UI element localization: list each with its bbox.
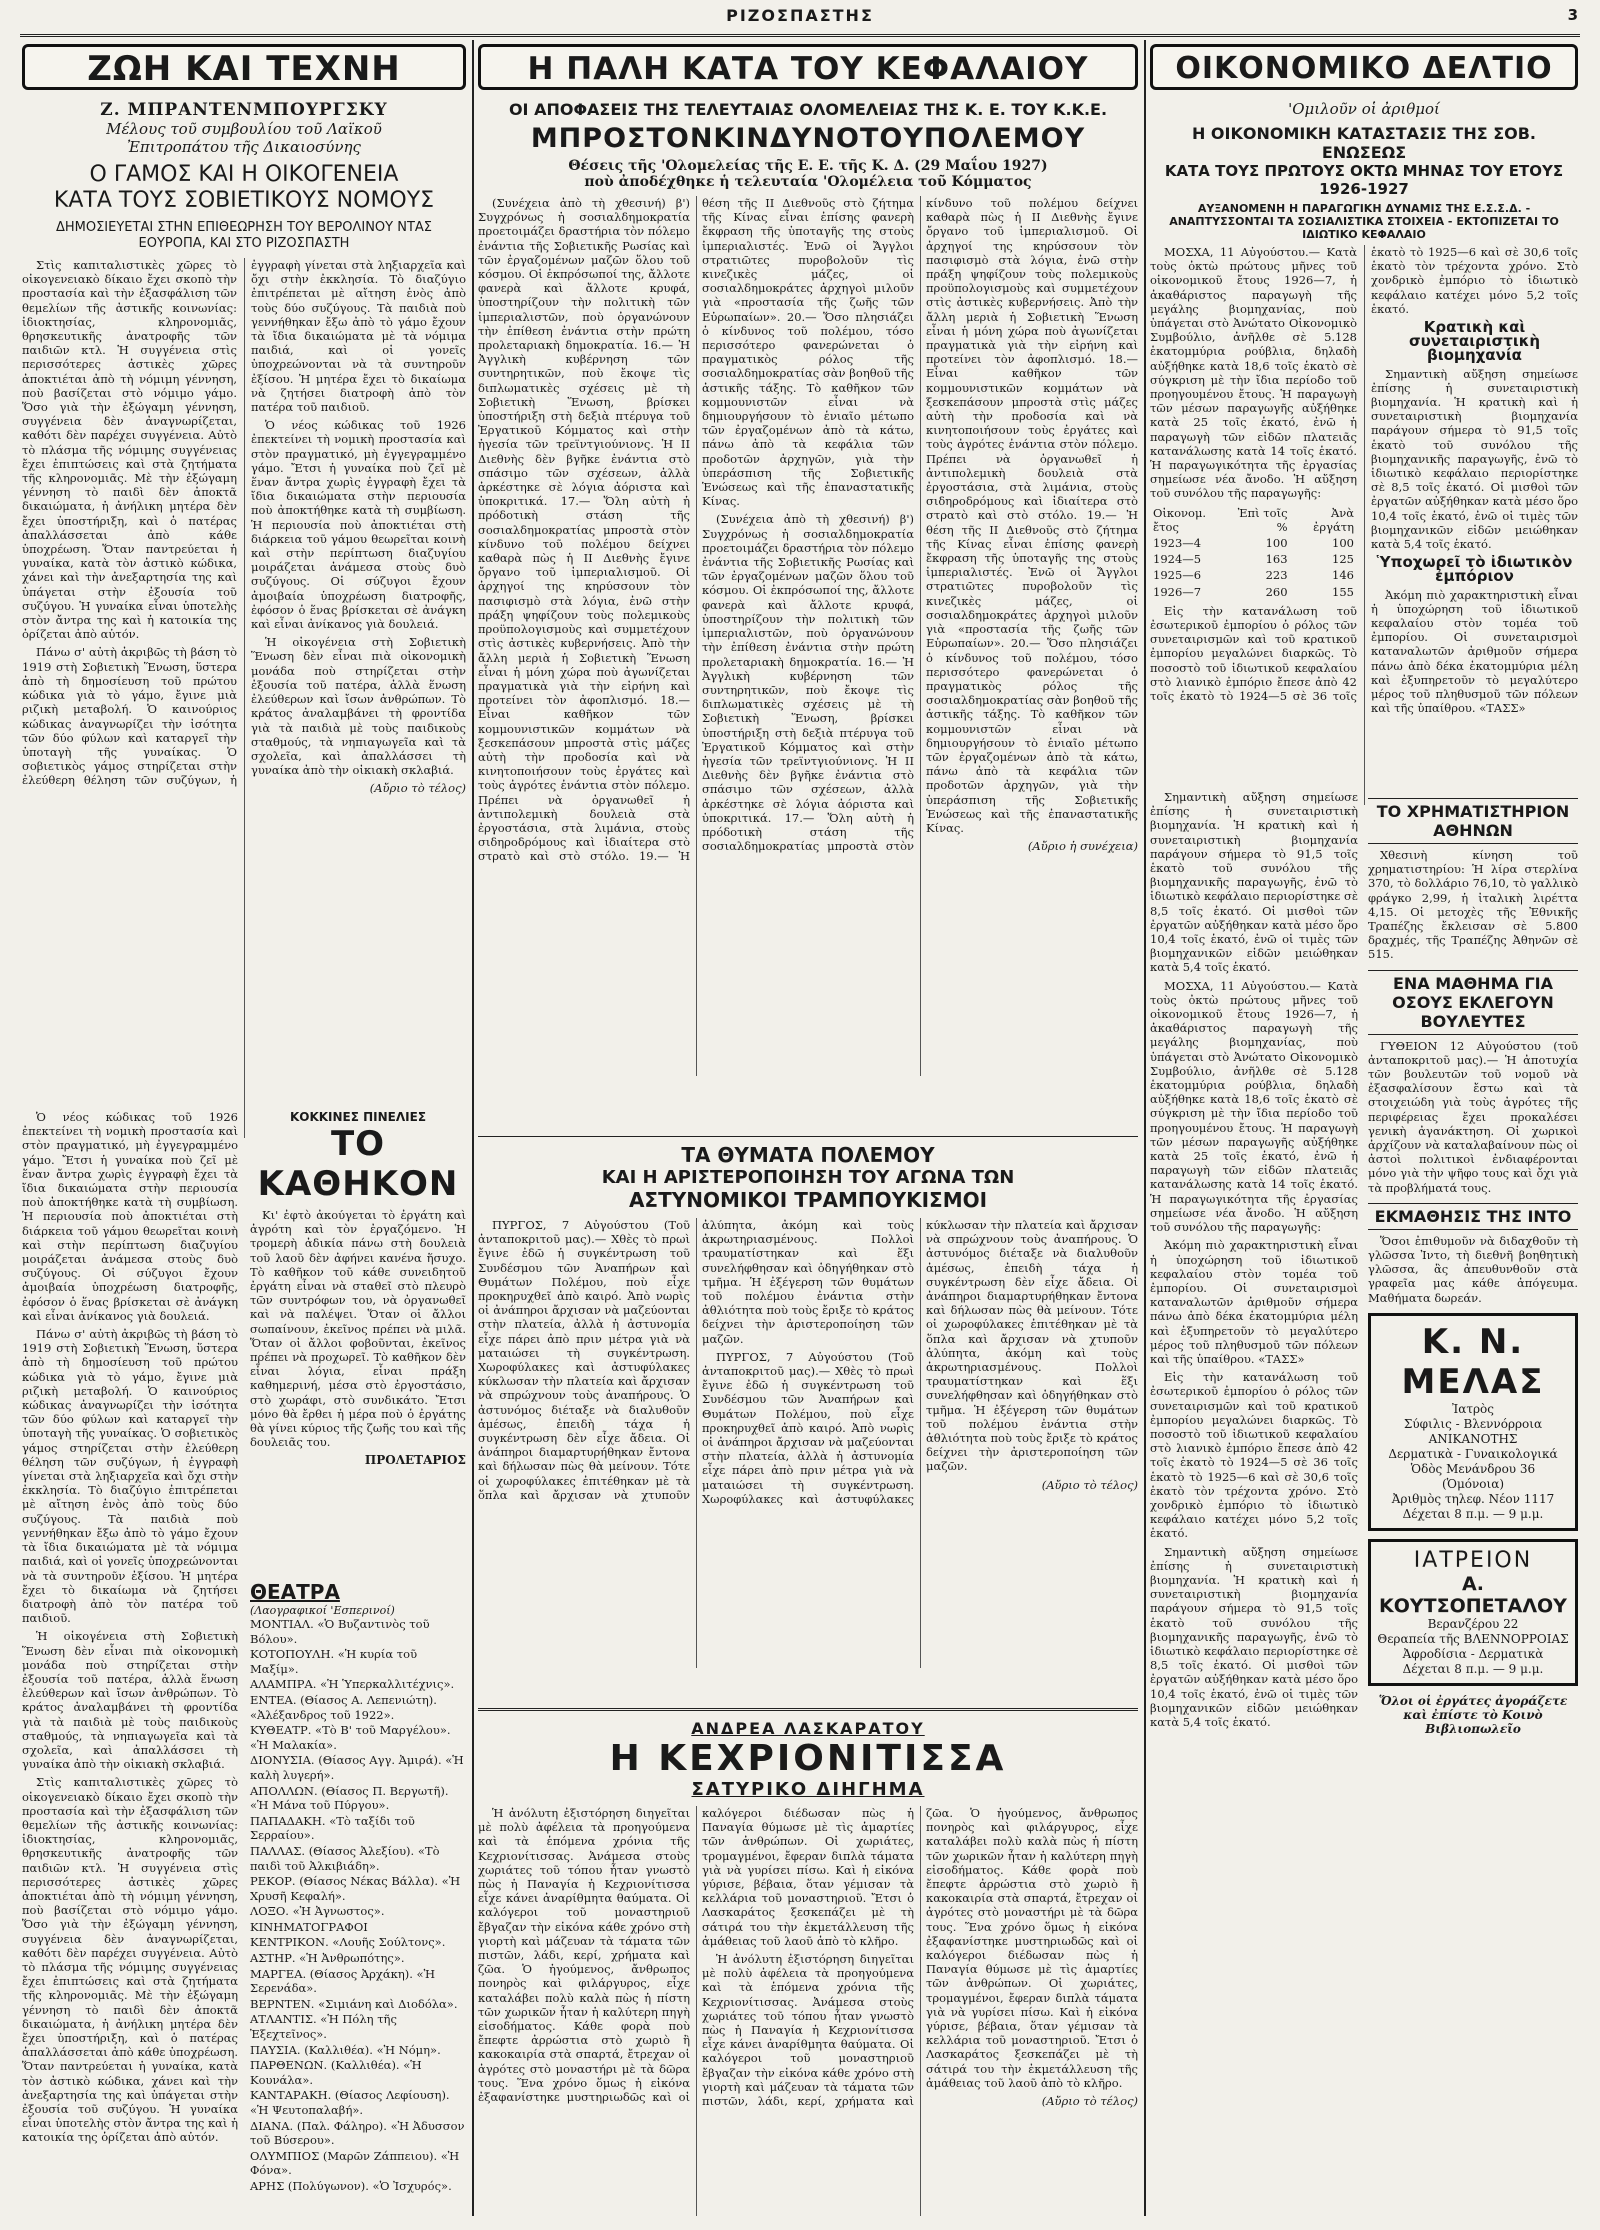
ad-line: Δέχεται 8 π.μ. — 9 μ.μ. bbox=[1402, 1661, 1544, 1676]
clinic-advertisement bbox=[1368, 1539, 1578, 1686]
war-victims-article bbox=[478, 1130, 1138, 1668]
author-title-line: Ἐπιτροπάτου τῆς Δικαιοσύνης bbox=[127, 138, 361, 156]
paragraph: Σημαντικὴ αὔξηση σημείωσε ἐπίσης ἡ συνεταιριστικὴ βιομηχανία. Ἡ κρατικὴ καὶ ἡ συνεταιριστικὴ βιομηχανία παράγουν σήμερα τὸ 91,5 τοῖς ἑκατὸ τοῦ συνόλου τῆς βιομηχανικῆς παραγωγῆς, ἐνῶ τὸ ἰδιωτικὸ κεφάλαιο περιορίστηκε σὲ 8,5 τοῖς ἑκατό. Οἱ μισθοὶ τῶν ἐργατῶν αὐξήθηκαν κατὰ μέσο ὅρο 10,4 τοῖς ἑκατό, ἐνῶ οἱ τιμὲς τῶν βιομηχανικῶν εἰδῶν μειώθηκαν κατὰ 5,4 τοῖς ἑκατό. bbox=[1150, 790, 1358, 975]
table-cell: 155 bbox=[1332, 584, 1354, 599]
article-body bbox=[478, 196, 1138, 1076]
table-cell: 100 bbox=[1332, 536, 1354, 551]
article-headline: ΤΑ ΘΥΜΑΤΑ ΠΟΛΕΜΟΥ bbox=[681, 1143, 935, 1167]
continued-note: (Αὔριο τὸ τέλος) bbox=[369, 781, 466, 796]
theatre-listing-item: ΟΛΥΜΠΙΟΣ (Μαρῶν Ζάππειου). «Ἡ Φόνα». bbox=[250, 2148, 460, 2178]
ad-title: Κ. Ν. ΜΕΛΑΣ bbox=[1401, 1321, 1545, 1402]
table-header-cell: Ἀνὰ ἐργάτη bbox=[1313, 505, 1354, 534]
theatre-listing-item: ΚΙΝΗΜΑΤΟΓΡΑΦΟΙ bbox=[250, 1919, 368, 1934]
feature-title: ΤΟ ΚΑΘΗΚΟΝ bbox=[257, 1124, 459, 1204]
theatre-listings bbox=[250, 1580, 466, 2195]
column-struggle bbox=[478, 100, 1138, 2216]
paragraph: ΜΟΣΧΑ, 11 Αὐγούστου.— Κατὰ τοὺς ὀκτὼ πρώτους μῆνες τοῦ οἰκονομικοῦ ἔτους 1926—7, ἡ ἀκαθάριστος παραγωγὴ τῆς μεγάλης βιομηχανίας, ποὺ ὑπάγεται στὸ Ἀνώτατο Οἰκονομικὸ Συμβούλιο, ἀνῆλθε σὲ 5.128 ἑκατομμύρια ρούβλια, δηλαδὴ αὐξήθηκε κατὰ 18,6 τοῖς ἑκατὸ σὲ σύγκριση μὲ τὴν ἴδια περίοδο τοῦ προηγουμένου ἔτους. Ἡ παραγωγὴ τῶν μέσων παραγωγῆς αὐξήθηκε κατὰ 25 τοῖς ἑκατό, ἐνῶ ἡ παραγωγὴ τῶν εἰδῶν πλατειᾶς κατανάλωσης κατὰ 14 τοῖς ἑκατό. Ἡ παραγωγικότητα τῆς ἐργασίας σημείωσε νέα ἄνοδο. Ἡ αὔξηση τοῦ συνόλου τῆς παραγωγῆς: bbox=[1150, 245, 1357, 501]
paragraph: Στὶς καπιταλιστικὲς χῶρες τὸ οἰκογενειακὸ δίκαιο ἔχει σκοπὸ τὴν προστασία καὶ τὴν ἐξασφάλιση τῶν θεμελίων τῆς ἀστικῆς κοινωνίας: ἰδιοκτησίας, κληρονομιᾶς, θρησκευτικῆς ἀνατροφῆς τῶν παιδιῶν κτλ. Ἡ συγγένεια στὶς περισσότερες ἀστικὲς χῶρες ἀποκτιέται ἀπὸ τὴ νόμιμη γέννηση, ποὺ βασίζεται στὸ νόμιμο γάμο. Ὅσο γιὰ τὴν ἐξώγαμη γέννηση, συγγένεια δὲν ἀναγνωρίζεται, καθότι δὲν παρέχει συγγένεια. Αὐτὸ τὸ πλάσμα τῆς νόμιμης συγγένειας ἔχει ἐπιπτώσεις καὶ στὰ ζητήματα τῆς κληρονομιᾶς. Μὲ τὴν ἐξώγαμη γέννηση τὸ παιδὶ δὲν ἀποκτᾶ δικαιώματα, ἡ ἀνήλικη μητέρα δὲν ἔχει ὑποστήριξη, καὶ ὁ πατέρας ἀπαλλάσσεται ἀπὸ κάθε ὑποχρέωση. Ὅταν παντρεύεται ἡ γυναίκα, κατὰ τὸν ἀστικὸ κώδικα, χάνει καὶ τὴν ἀνεξαρτησία της καὶ ὑπάγεται στὴν ἐξουσία τοῦ συζύγου. Ἡ γυναίκα εἶναι ὑποτελὴς στὸν ἄντρα της καὶ ἡ κατοικία της ὁρίζεται ἀπὸ αὐτόν. bbox=[22, 1775, 238, 2145]
feature-duty bbox=[250, 1110, 466, 1467]
subsection-title: Ὑποχωρεῖ τὸ ἰδιωτικὸν ἐμπόριον bbox=[1376, 553, 1573, 586]
theatre-listing-item: ΑΡΗΣ (Πολύγωνον). «Ὁ Ἰσχυρός». bbox=[250, 2178, 452, 2193]
article-body-continued bbox=[1150, 790, 1358, 2210]
article-kicker: ΟΙ ΑΠΟΦΑΣΕΙΣ ΤΗΣ ΤΕΛΕΥΤΑΙΑΣ ΟΛΟΜΕΛΕΙΑΣ ΤΗΣ Κ. Ε. ΤΟΥ Κ.Κ.Ε. bbox=[508, 100, 1108, 119]
ad-line: Ἀριθμὸς τηλεφ. Νέον 1117 bbox=[1391, 1491, 1555, 1506]
ad-lines bbox=[1377, 1617, 1569, 1677]
ad-line: Δερματικὰ - Γυναικολογικά bbox=[1388, 1446, 1558, 1461]
publication-note: ΔΗΜΟΣΙΕΥΕΤΑΙ ΣΤΗΝ ΕΠΙΘΕΩΡΗΣΗ ΤΟΥ ΒΕΡΟΛΙΝΟΥ ΝΤΑΣ ΕΟΥΡΟΠΑ, ΚΑΙ ΣΤΟ ΡΙΖΟΣΠΑΣΤΗ bbox=[55, 220, 433, 251]
page-number: 3 bbox=[1567, 6, 1578, 24]
ad-line: Θεραπεία τῆς ΒΛΕΝΝΟΡΡΟΙΑΣ bbox=[1377, 1631, 1569, 1646]
table-cell: 1924—5 bbox=[1153, 552, 1202, 567]
column-economic bbox=[1150, 100, 1578, 2216]
production-table bbox=[1150, 505, 1357, 600]
continued-note: (Αὔριο τὸ τέλος) bbox=[1041, 2094, 1138, 2109]
article-subheadline: ΣΑΤΥΡΙΚΟ ΔΙΗΓΗΜΑ bbox=[691, 1779, 925, 1800]
ad-line: Ἀφροδίσια - Δερματικὰ bbox=[1402, 1646, 1544, 1661]
section-banner-life-and-art: ΖΩΗ ΚΑΙ ΤΕΧΝΗ bbox=[22, 44, 466, 90]
paragraph: Ὁ νέος κώδικας τοῦ 1926 ἐπεκτείνει τὴ νομικὴ προστασία καὶ στὸν πραγματικό, μὴ ἐγγεγραμμένο γάμο. Ἔτσι ἡ γυναίκα ποὺ ζεῖ μὲ ἕναν ἄντρα χωρὶς ἐγγραφὴ ἔχει τὰ ἴδια δικαιώματα στὴν περιουσία ποὺ ἀποκτήθηκε κατὰ τὴ συμβίωση. Ἡ περιουσία ποὺ ἀποκτιέται στὴ διάρκεια τοῦ γάμου θεωρεῖται κοινὴ καὶ στὴν περίπτωση διαζυγίου μοιράζεται ἀνάμεσα στοὺς δυὸ συζύγους. Οἱ σύζυγοι ἔχουν ἀμοιβαία ὑποχρέωση διατροφῆς, ἐφόσον ὁ ἕνας βρίσκεται σὲ ἀνάγκη καὶ εἶναι ἀνίκανος γιὰ δουλειά. bbox=[251, 418, 466, 632]
table-row bbox=[1150, 551, 1357, 567]
article-subheadline: ΑΥΞΑΝΟΜΕΝΗ Η ΠΑΡΑΓΩΓΙΚΗ ΔΥΝΑΜΙΣ ΤΗΣ Ε.Σ.Σ.Δ. - ΑΝΑΠΤΥΣΣΟΝΤΑΙ ΤΑ ΣΟΣΙΑΛΙΣΤΙΚΑ ΣΤΟΙΧΕΙΑ - ΕΚΤΟΠΙΖΕΤΑΙ ΤΟ ΙΔΙΩΤΙΚΟ ΚΕΦΑΛΑΙΟ bbox=[1169, 202, 1559, 241]
ad-line: Δέχεται 8 π.μ. — 9 μ.μ. bbox=[1402, 1506, 1544, 1521]
table-cell: 1925—6 bbox=[1153, 568, 1202, 583]
subsection-title: Κρατικὴ καὶ συνεταιριστικὴ βιομηχανία bbox=[1408, 318, 1541, 365]
column-life-and-art bbox=[22, 100, 466, 2216]
theatre-listing-item: ΡΕΚΟΡ. (Θίασος Νέκας Βάλλα). «Ἡ Χρυσῆ Κεφαλή». bbox=[250, 1874, 461, 1903]
theatre-list bbox=[250, 1617, 466, 2194]
footer-note: Ὅλοι οἱ ἐργάτες ἀγοράζετε καὶ ἐπίστε τὸ Κοινὸ Βιβλιοπωλεῖο bbox=[1378, 1693, 1568, 1736]
paragraph: Στὶς καπιταλιστικὲς χῶρες τὸ οἰκογενειακὸ δίκαιο ἔχει σκοπὸ τὴν προστασία καὶ τὴν ἐξασφάλιση τῶν θεμελίων τῆς ἀστικῆς κοινωνίας: ἰδιοκτησίας, κληρονομιᾶς, θρησκευτικῆς ἀνατροφῆς τῶν παιδιῶν κτλ. Ἡ συγγένεια στὶς περισσότερες ἀστικὲς χῶρες ἀποκτιέται ἀπὸ τὴ νόμιμη γέννηση, ποὺ βασίζεται στὸ νόμιμο γάμο. Ὅσο γιὰ τὴν ἐξώγαμη γέννηση, συγγένεια δὲν ἀναγνωρίζεται, καθότι δὲν παρέχει συγγένεια. Αὐτὸ τὸ πλάσμα τῆς νόμιμης συγγένειας ἔχει ἐπιπτώσεις καὶ στὰ ζητήματα τῆς κληρονομιᾶς. Μὲ τὴν ἐξώγαμη γέννηση τὸ παιδὶ δὲν ἀποκτᾶ δικαιώματα, ἡ ἀνήλικη μητέρα δὲν ἔχει ὑποστήριξη, καὶ ὁ πατέρας ἀπαλλάσσεται ἀπὸ κάθε ὑποχρέωση. Ὅταν παντρεύεται ἡ γυναίκα, κατὰ τὸν ἀστικὸ κώδικα, χάνει καὶ τὴν ἀνεξαρτησία της καὶ ὑπάγεται στὴν ἐξουσία τοῦ συζύγου. Ἡ γυναίκα εἶναι ὑποτελὴς στὸν ἄντρα της καὶ ἡ κατοικία της ὁρίζεται ἀπὸ αὐτόν. bbox=[22, 258, 237, 642]
article-headline: Ο ΓΑΜΟΣ ΚΑΙ Η ΟΙΚΟΓΕΝΕΙΑ bbox=[89, 162, 399, 187]
continued-note: (Αὔριο τὸ τέλος) bbox=[1041, 1477, 1138, 1492]
theatre-listing-item: ΔΙΟΝΥΣΙΑ. (Θίασος Αγγ. Ἀμιρά). «Ἡ καλὴ λυγερή». bbox=[250, 1753, 464, 1782]
ad-title: ΙΑΤΡΕΙΟΝ bbox=[1413, 1547, 1533, 1573]
theatre-listing-item: ΒΕΡΝΤΕΝ. «Σιμιάνη καὶ Διοδόλα». bbox=[250, 1996, 458, 2011]
box-title: ΕΝΑ ΜΑΘΗΜΑ ΓΙΑ ΟΣΟΥΣ ΕΚΛΕΓΟΥΝ ΒΟΥΛΕΥΤΕΣ bbox=[1368, 970, 1578, 1035]
paragraph: Ἡ οἰκογένεια στὴ Σοβιετικὴ Ἕνωση δὲν εἶναι πιὰ οἰκονομικὴ μονάδα ποὺ στηρίζεται στὴν ἐξουσία τοῦ πατέρα, ἀλλὰ ἕνωση ἐλεύθερων καὶ ἴσων ἀνθρώπων. Τὸ κράτος ἀναλαμβάνει τὴ φροντίδα γιὰ τὰ παιδιὰ μὲ τοὺς παιδικοὺς σταθμούς, τὰ νηπιαγωγεῖα καὶ τὰ σχολεῖα, καὶ ἀπαλλάσσει τὴ γυναίκα ἀπὸ τὴν οἰκιακὴ σκλαβιά. bbox=[22, 1629, 238, 1772]
theatre-listing-item: ΚΟΤΟΠΟΥΛΗ. «Ἡ κυρία τοῦ Μαξίμ». bbox=[250, 1647, 418, 1676]
column-rule bbox=[1144, 40, 1146, 2216]
ad-name: Α. ΚΟΥΤΣΟΠΕΤΑΛΟΥ bbox=[1379, 1572, 1567, 1617]
article-body bbox=[22, 258, 466, 1138]
theatre-listing-item: ΑΛΑΜΠΡΑ. «Ἡ Ὑπερκαλλιτέχνις». bbox=[250, 1677, 455, 1692]
paragraph: Σημαντικὴ αὔξηση σημείωσε ἐπίσης ἡ συνεταιριστικὴ βιομηχανία. Ἡ κρατικὴ καὶ ἡ συνεταιριστικὴ βιομηχανία παράγουν σήμερα τὸ 91,5 τοῖς ἑκατὸ τοῦ συνόλου τῆς βιομηχανικῆς παραγωγῆς, ἐνῶ τὸ ἰδιωτικὸ κεφάλαιο περιορίστηκε σὲ 8,5 τοῖς ἑκατό. Οἱ μισθοὶ τῶν ἐργατῶν αὐξήθηκαν κατὰ μέσο ὅρο 10,4 τοῖς ἑκατό, ἐνῶ οἱ τιμὲς τῶν βιομηχανικῶν εἰδῶν μειώθηκαν κατὰ 5,4 τοῖς ἑκατό. bbox=[1371, 366, 1578, 552]
side-boxes bbox=[1368, 790, 1578, 1736]
box-title: ΕΚΜΑΘΗΣΙΣ ΤΗΣ ΙΝΤΟ bbox=[1368, 1203, 1578, 1230]
paragraph: Εἰς τὴν κατανάλωση τοῦ ἐσωτερικοῦ ἐμπορίου ὁ ρόλος τῶν συνεταιρισμῶν καὶ τοῦ κρατικοῦ ἐμπορίου μεγαλώνει διαρκῶς. Τὸ ποσοστὸ τοῦ ἰδιωτικοῦ κεφαλαίου στὸ λιανικὸ ἐμπόριο ἔπεσε ἀπὸ 42 τοῖς ἑκατὸ τὸ 1924—5 σὲ 36 τοῖς ἑκατὸ τὸ 1925—6 καὶ σὲ 30,6 τοῖς ἑκατὸ τὸν τρέχοντα χρόνο. Στὸ χονδρικὸ ἐμπόριο τὸ ἰδιωτικὸ κεφάλαιο κατέχει μόνο 5,2 τοῖς ἑκατό. bbox=[1150, 1370, 1358, 1541]
article-body bbox=[478, 1218, 1138, 1668]
theatre-listing-item: ΕΝΤΕΑ. (Θίασος Α. Λεπενιώτη). «Ἀλέξανδρος τοῦ 1922». bbox=[250, 1692, 437, 1722]
table-row bbox=[1150, 567, 1357, 583]
section-intro: 'Ομιλοῦν οἱ ἀριθμοί bbox=[1288, 100, 1440, 118]
article-headline: ΜΠΡΟΣΤΟΝΚΙΝΔΥΝΟΤΟΥΠΟΛΕΜΟΥ bbox=[530, 123, 1086, 154]
theatre-listing-item: ΜΑΡΓΕΑ. (Θίασος Ἀρχάκη). «Ἡ Σερενάδα». bbox=[250, 1966, 435, 1996]
paragraph: Εἰς τὴν κατανάλωση τοῦ ἐσωτερικοῦ ἐμπορίου ὁ ρόλος τῶν συνεταιρισμῶν καὶ τοῦ κρατικοῦ ἐμπορίου μεγαλώνει διαρκῶς. Τὸ ποσοστὸ τοῦ ἰδιωτικοῦ κεφαλαίου στὸ λιανικὸ ἐμπόριο ἔπεσε ἀπὸ 42 τοῖς ἑκατὸ τὸ 1924—5 σὲ 36 τοῖς ἑκατὸ τὸ 1925—6 καὶ σὲ 30,6 τοῖς ἑκατὸ τὸν τρέχοντα χρόνο. Στὸ χονδρικὸ ἐμπόριο τὸ ἰδιωτικὸ κεφάλαιο κατέχει μόνο 5,2 τοῖς ἑκατό. bbox=[1150, 245, 1578, 704]
article-body-continued bbox=[22, 1110, 238, 2216]
ad-line: ΑΝΙΚΑΝΟΤΗΣ bbox=[1428, 1431, 1518, 1446]
theatre-listing-item: ΔΙΑΝΑ. (Παλ. Φάληρο). «Ἡ Ἀδυσσον τοῦ Βύσερου». bbox=[250, 2118, 465, 2148]
paragraph: Πάνω σ' αὐτὴ ἀκριβῶς τὴ βάση τὸ 1919 στὴ Σοβιετικὴ Ἕνωση, ὕστερα ἀπὸ τὴ δημοσίευση τοῦ πρώτου κώδικα γιὰ τὸ γάμο, ἔγινε μιὰ ριζικὴ μεταβολή. Ὁ καινούριος κώδικας ἀναγνωρίζει τὴν ἰσότητα τῶν δύο φύλων καὶ καταργεῖ τὴν ὑποταγὴ τῆς γυναίκας. Ὁ σοβιετικὸς γάμος στηρίζεται στὴν ἐλεύθερη θέληση τῶν συζύγων, ἡ ἐγγραφὴ γίνεται στὰ ληξιαρχεῖα καὶ ὄχι στὴν ἐκκλησία. Τὸ διαζύγιο ἐπιτρέπεται μὲ αἴτηση ἑνὸς ἀπὸ τοὺς δύο συζύγους. Τὰ παιδιὰ ποὺ γεννήθηκαν ἔξω ἀπὸ τὸ γάμο ἔχουν τὰ ἴδια δικαιώματα μὲ τὰ νόμιμα παιδιά, καὶ οἱ γονεῖς ὑποχρεώνονται νὰ τὰ συντηροῦν ἐξίσου. Ἡ μητέρα ἔχει τὸ δικαίωμα νὰ ζητήσει διατροφὴ ἀπὸ τὸν πατέρα τοῦ παιδιοῦ. bbox=[22, 258, 466, 788]
continued-note: (Αὔριο ἡ συνέχεια) bbox=[1027, 839, 1138, 854]
table-cell: 1926—7 bbox=[1153, 584, 1202, 599]
article-body bbox=[1150, 245, 1578, 805]
masthead bbox=[20, 6, 1580, 37]
satire-article bbox=[478, 1700, 1138, 2216]
feature-body: Κι' ἐφτὸ ἀκούγεται τὸ ἐργάτη καὶ ἀγρότη καὶ τὸν ἐργαζόμενο. Ἡ τρομερὴ ἀδικία πάνω στὴ δουλειὰ τοῦ λαοῦ δὲν ἀφήνει κανένα ἥσυχο. Τὸ καθῆκον τοῦ κάθε συνειδητοῦ ἐργάτη εἶναι νὰ σταθεῖ στὸ πλευρὸ τῶν συντρόφων του, νὰ ὀργανωθεῖ καὶ νὰ παλέψει. Ὅταν οἱ ἄλλοι σωπαίνουν, ἐκεῖνος πρέπει νὰ μιλᾶ. Ὅταν οἱ ἄλλοι φοβοῦνται, ἐκεῖνος πρέπει νὰ προχωρεῖ. Τὸ καθῆκον δὲν εἶναι λόγια, εἶναι πράξη καθημερινή, μέσα στὸ ἐργοστάσιο, στὸ χωράφι, στὸ συνδικάτο. Ἔτσι μόνο θὰ ἔρθει ἡ μέρα ποὺ ὁ ἐργάτης θὰ γίνει κύριος τῆς ζωῆς του καὶ τῆς δουλειᾶς του. bbox=[250, 1208, 466, 1450]
table-row bbox=[1150, 584, 1357, 600]
table-header-cell: Οἰκονομ. ἔτος bbox=[1153, 505, 1207, 534]
paragraph: Ἀκόμη πιὸ χαρακτηριστικὴ εἶναι ἡ ὑποχώρηση τοῦ ἰδιωτικοῦ κεφαλαίου στὸν τομέα τοῦ ἐμπορίου. Οἱ συνεταιρισμοὶ καταναλωτῶν ἀριθμοῦν σήμερα πάνω ἀπὸ δέκα ἑκατομμύρια μέλη καὶ ἐξυπηρετοῦν τὸ μεγαλύτερο μέρος τοῦ πληθυσμοῦ τῶν πόλεων καὶ τῆς ὑπαίθρου. «ΤΑΣΣ» bbox=[1150, 1238, 1358, 1366]
feature-kicker: ΚΟΚΚΙΝΕΣ ΠΙΝΕΛΙΕΣ bbox=[289, 1110, 427, 1124]
table-cell: 223 bbox=[1265, 568, 1288, 583]
theatre-listing-item: ΑΤΛΑΝΤΙΣ. «Ἡ Πόλη τῆς Ἐξεχτεῖνος». bbox=[250, 2012, 397, 2042]
table-cell: 1923—4 bbox=[1153, 536, 1202, 551]
article-subheadline: ποὺ ἀποδέχθηκε ἡ τελευταία 'Ολομέλεια τοῦ Κόμματος bbox=[584, 174, 1032, 190]
paragraph: Πάνω σ' αὐτὴ ἀκριβῶς τὴ βάση τὸ 1919 στὴ Σοβιετικὴ Ἕνωση, ὕστερα ἀπὸ τὴ δημοσίευση τοῦ πρώτου κώδικα γιὰ τὸ γάμο, ἔγινε μιὰ ριζικὴ μεταβολή. Ὁ καινούριος κώδικας ἀναγνωρίζει τὴν ἰσότητα τῶν δύο φύλων καὶ καταργεῖ τὴν ὑποταγὴ τῆς γυναίκας. Ὁ σοβιετικὸς γάμος στηρίζεται στὴν ἐλεύθερη θέληση τῶν συζύγων, ἡ ἐγγραφὴ γίνεται στὰ ληξιαρχεῖα καὶ ὄχι στὴν ἐκκλησία. Τὸ διαζύγιο ἐπιτρέπεται μὲ αἴτηση ἑνὸς ἀπὸ τοὺς δύο συζύγους. Τὰ παιδιὰ ποὺ γεννήθηκαν ἔξω ἀπὸ τὸ γάμο ἔχουν τὰ ἴδια δικαιώματα μὲ τὰ νόμιμα παιδιά, καὶ οἱ γονεῖς ὑποχρεώνονται νὰ τὰ συντηροῦν ἐξίσου. Ἡ μητέρα ἔχει τὸ δικαίωμα νὰ ζητήσει διατροφὴ ἀπὸ τὸν πατέρα τοῦ παιδιοῦ. bbox=[22, 1327, 238, 1626]
paragraph: Ἀκόμη πιὸ χαρακτηριστικὴ εἶναι ἡ ὑποχώρηση τοῦ ἰδιωτικοῦ κεφαλαίου στὸν τομέα τοῦ ἐμπορίου. Οἱ συνεταιρισμοὶ καταναλωτῶν ἀριθμοῦν σήμερα πάνω ἀπὸ δέκα ἑκατομμύρια μέλη καὶ ἐξυπηρετοῦν τὸ μεγαλύτερο μέρος τοῦ πληθυσμοῦ τῶν πόλεων καὶ τῆς ὑπαίθρου. «ΤΑΣΣ» bbox=[1371, 587, 1578, 716]
article-headline: ΑΣΤΥΝΟΜΙΚΟΙ ΤΡΑΜΠΟΥΚΙΣΜΟΙ bbox=[628, 1188, 988, 1212]
article-subheadline: Θέσεις τῆς 'Ολομελείας τῆς Ε. Ε. τῆς Κ. Δ. (29 Μαΐου 1927) bbox=[568, 158, 1048, 174]
theatre-listing-item: ΚΥΘΕΑΤΡ. «Τὸ Β' τοῦ Μαργέλου». «Ἡ Μαλακία». bbox=[250, 1723, 451, 1752]
section-banner-economic: ΟΙΚΟΝΟΜΙΚΟ ΔΕΛΤΙΟ bbox=[1150, 44, 1578, 90]
author-title-line: Μέλους τοῦ συμβουλίου τοῦ Λαϊκοῦ bbox=[106, 120, 382, 138]
theatres-title: ΘΕΑΤΡΑ bbox=[250, 1580, 340, 1604]
paragraph: Ἡ οἰκογένεια στὴ Σοβιετικὴ Ἕνωση δὲν εἶναι πιὰ οἰκονομικὴ μονάδα ποὺ στηρίζεται στὴν ἐξουσία τοῦ πατέρα, ἀλλὰ ἕνωση ἐλεύθερων καὶ ἴσων ἀνθρώπων. Τὸ κράτος ἀναλαμβάνει τὴ φροντίδα γιὰ τὰ παιδιὰ μὲ τοὺς παιδικοὺς σταθμούς, τὰ νηπιαγωγεῖα καὶ τὰ σχολεῖα, καὶ ἀπαλλάσσει τὴ γυναίκα ἀπὸ τὴν οἰκιακὴ σκλαβιά. bbox=[251, 635, 466, 778]
paragraph: ΜΟΣΧΑ, 11 Αὐγούστου.— Κατὰ τοὺς ὀκτὼ πρώτους μῆνες τοῦ οἰκονομικοῦ ἔτους 1926—7, ἡ ἀκαθάριστος παραγωγὴ τῆς μεγάλης βιομηχανίας, ποὺ ὑπάγεται στὸ Ἀνώτατο Οἰκονομικὸ Συμβούλιο, ἀνῆλθε σὲ 5.128 ἑκατομμύρια ρούβλια, δηλαδὴ αὐξήθηκε κατὰ 18,6 τοῖς ἑκατὸ σὲ σύγκριση μὲ τὴν ἴδια περίοδο τοῦ προηγουμένου ἔτους. Ἡ παραγωγὴ τῶν μέσων παραγωγῆς αὐξήθηκε κατὰ 25 τοῖς ἑκατό, ἐνῶ ἡ παραγωγὴ τῶν εἰδῶν πλατειᾶς κατανάλωσης κατὰ 14 τοῖς ἑκατό. Ἡ παραγωγικότητα τῆς ἐργασίας σημείωσε νέα ἄνοδο. Ἡ αὔξηση τοῦ συνόλου τῆς παραγωγῆς: bbox=[1150, 978, 1358, 1235]
box-body: ΓΥΘΕΙΟΝ 12 Αὐγούστου (τοῦ ἀνταποκριτοῦ μας).— Ἡ ἀποτυχία τῶν βουλευτῶν τοῦ νομοῦ νὰ ἐξασφαλίσουν ἔστω καὶ τὰ στοιχειώδη γιὰ τοὺς ἀγρότες τῆς περιφέρειας ἔχει προκαλέσει γενικὴ ἀγανάκτηση. Οἱ χωρικοὶ ἀρχίζουν νὰ καταλαβαίνουν πὼς οἱ ἀστοὶ πολιτικοὶ ἐνδιαφέρονται μόνο γιὰ τὴν ψῆφο τους καὶ ὄχι γιὰ τὰ προβλήματά τους. bbox=[1368, 1038, 1578, 1195]
theatres-subtitle: (Λαογραφικοί 'Εσπερινοί) bbox=[250, 1604, 395, 1617]
theatre-listing-item: ΚΑΝΤΑΡΑΚΗ. (Θίασος Λεφίουση). «Ἡ Ψευτοπαλαβή». bbox=[250, 2088, 450, 2117]
table-header-cell: Ἐπὶ τοῖς % bbox=[1237, 505, 1288, 534]
theatre-listing-item: ΠΑΛΛΑΣ. (Θίασος Ἀλεξίου). «Τὸ παιδὶ τοῦ Ἀλκιβιάδη». bbox=[250, 1843, 440, 1873]
table-cell: 163 bbox=[1265, 552, 1288, 567]
table-cell: 260 bbox=[1265, 584, 1288, 599]
table-row bbox=[1150, 535, 1357, 551]
theatre-listing-item: ΚΕΝΤΡΙΚΟΝ. «Λουῆς Σούλτονς». bbox=[250, 1935, 446, 1950]
feature-signature: ΠΡΟΛΕΤΑΡΙΟΣ bbox=[364, 1453, 466, 1468]
table-cell: 125 bbox=[1332, 552, 1354, 567]
paper-name: ΡΙΖΟΣΠΑΣΤΗΣ bbox=[726, 6, 874, 25]
article-author: ΑΝΔΡΕΑ ΛΑΣΚΑΡΑΤΟΥ bbox=[691, 1719, 925, 1738]
theatre-listing-item: ΠΑΠΑΔΑΚΗ. «Τὸ ταξίδι τοῦ Σερραίου». bbox=[250, 1813, 415, 1843]
box-body: Χθεσινὴ κίνηση τοῦ χρηματιστηρίου: Ἡ λίρα στερλίνα 370, τὸ δολλάριο 76,10, τὸ γαλλικὸ φράγκο 2,99, ἡ ἰταλικὴ λιρέττα 4,15. Οἱ μετοχὲς τῆς Ἐθνικῆς Τραπέζης ἔκλεισαν σὲ 5.800 δραχμές, τῆς Τραπέζης Ἀθηνῶν σὲ 515. bbox=[1368, 848, 1578, 962]
section-banner-struggle: Η ΠΑΛΗ ΚΑΤΑ ΤΟΥ ΚΕΦΑΛΑΙΟΥ bbox=[478, 44, 1138, 90]
paragraph: (Συνέχεια ἀπὸ τὴ χθεσινή) β') Συγχρόνως ἡ σοσιαλδημοκρατία προετοιμάζει δραστήρια τὸν πόλεμο ἐνάντια τῆς Σοβιετικῆς Ρωσίας καὶ τῶν ἐργαζομένων μαζῶν ὅλου τοῦ κόσμου. Οἱ ἐκπρόσωποί της, ἄλλοτε φανερὰ καὶ ἄλλοτε κρυφά, ὑποστηρίζουν τὴν πολιτικὴ τῶν ἰμπεριαλιστῶν, ποὺ ὀργανώνουν τὴν ἐπίθεση ἐνάντια στὴν πρώτη προλεταριακὴ δημοκρατία. 16.— Ἡ Ἀγγλικὴ κυβέρνηση τῶν συντηρητικῶν, ποὺ ἔκοψε τὶς διπλωματικὲς σχέσεις μὲ τὴ Σοβιετικὴ Ἕνωση, βρίσκει ὑποστήριξη στὴ δεξιὰ πτέρυγα τοῦ Ἐργατικοῦ Κόμματος καὶ στὴν ἡγεσία τῶν τρεϊντγιούνιονς. Ἡ ΙΙ Διεθνὴς δὲν βγῆκε ἐνάντια στὸ σπάσιμο τῶν σχέσεων, ἀλλὰ ἀρκέστηκε σὲ λόγια ἀόριστα καὶ ὑποκριτικά. 17.— Ὅλη αὐτὴ ἡ πρόδοτικὴ στάση τῆς σοσιαλδημοκρατίας μπροστὰ στὸν κίνδυνο τοῦ πολέμου δείχνει καθαρὰ πὼς ἡ ΙΙ Διεθνὴς ἔγινε ὄργανο τοῦ ἰμπεριαλισμοῦ. Οἱ ἀρχηγοί της κηρύσσουν τὸν πασιφισμὸ στὰ λόγια, ἐνῶ στὴν πράξη ψηφίζουν τοὺς πολεμικοὺς προϋπολογισμοὺς καὶ συμμετέχουν στὶς ἀστικὲς κυβερνήσεις. Ἀπὸ τὴν ἄλλη μεριὰ ἡ Σοβιετικὴ Ἕνωση εἶναι ἡ μόνη χώρα ποὺ ἀγωνίζεται πραγματικὰ γιὰ τὴν εἰρήνη καὶ προτείνει τὸν ἀφοπλισμό. 18.— Εἶναι καθῆκον τῶν κομμουνιστικῶν κομμάτων νὰ ξεσκεπάσουν μπροστὰ στὶς μάζες αὐτὴ τὴν προδοσία καὶ νὰ κινητοποιήσουν τοὺς ἐργάτες καὶ τοὺς ἀγρότες ἐνάντια στὸν πόλεμο. Πρέπει νὰ ὀργανωθεῖ ἡ ἀντιπολεμικὴ δουλειὰ στὰ ἐργοστάσια, στὰ λιμάνια, στοὺς σιδηροδρόμους καὶ ἰδιαίτερα στὸ στρατὸ καὶ στὸ στόλο. 19.— Ἡ θέση τῆς ΙΙ Διεθνοῦς στὸ ζήτημα τῆς Κίνας εἶναι ἐπίσης φανερὴ ἔκφραση τῆς ὑποταγῆς της στοὺς ἰμπεριαλιστές. Ἐνῶ οἱ Ἄγγλοι στρατιῶτες πυροβολοῦν τὶς κινεζικὲς μάζες, οἱ σοσιαλδημοκράτες ἀρχηγοὶ μιλοῦν γιὰ «προστασία τῆς ζωῆς τῶν Εὐρωπαίων». 20.— Ὅσο πλησιάζει ὁ κίνδυνος τοῦ πολέμου, τόσο περισσότερο φανερώνεται ὁ πραγματικὸς ρόλος τῆς σοσιαλδημοκρατίας σὰν βοηθοῦ τῆς ἀστικῆς τάξης. Τὸ καθῆκον τῶν κομμουνιστῶν εἶναι νὰ δημιουργήσουν τὸ ἑνιαῖο μέτωπο τῶν ἐργαζομένων ἀπὸ τὰ κάτω, πάνω ἀπὸ τὰ κεφάλια τῶν προδοτῶν ἀρχηγῶν, γιὰ τὴν ὑπεράσπιση τῆς Σοβιετικῆς Ἑνώσεως καὶ τῆς ἐπαναστατικῆς Κίνας. bbox=[478, 196, 914, 864]
column-rule bbox=[472, 40, 474, 2216]
paragraph: Ἡ ἀνόλυτη ἐξιστόρηση διηγεῖται μὲ πολὺ ἀφέλεια τὰ προηγούμενα καὶ τὰ ἑπόμενα χρόνια τῆς Κεχριονίτισσας. Ἀνάμεσα στοὺς χωριάτες τοῦ τόπου ἦταν γνωστὸ πὼς ἡ Παναγία ἡ Κεχριονίτισσα εἶχε κάνει ἀναρίθμητα θαύματα. Οἱ καλόγεροι τοῦ μοναστηριοῦ ἔβγαζαν τὴν εἰκόνα κάθε χρόνο στὴ γιορτὴ καὶ μάζευαν τὰ τάματα τῶν πιστῶν, λάδι, κερί, χρήματα καὶ ζῶα. Ὁ ἡγούμενος, ἄνθρωπος πονηρὸς καὶ φιλάργυρος, εἶχε καταλάβει πολὺ καλὰ πὼς ἡ πίστη τῶν χωρικῶν ἦταν ἡ καλύτερη πηγὴ εἰσοδήματος. Κάθε φορὰ ποὺ ἔπεφτε ἀρρώστια στὸ χωριὸ ἢ κακοκαιρία στὰ σπαρτά, ἔτρεχαν οἱ ἀγρότες στὸ μοναστήρι μὲ τὰ δῶρα τους. Ἕνα χρόνο ὅμως ἡ εἰκόνα ἐξαφανίστηκε μυστηριωδῶς καὶ οἱ καλόγεροι διέδωσαν πὼς ἡ Παναγία θύμωσε μὲ τὶς ἁμαρτίες τῶν ἀνθρώπων. Οἱ χωριάτες, τρομαγμένοι, ἔφεραν διπλὰ τάματα γιὰ νὰ γυρίσει πίσω. Καὶ ἡ εἰκόνα γύρισε, βέβαια, ὅταν γέμισαν τὰ κελλάρια τοῦ μοναστηριοῦ. Ἔτσι ὁ Λασκαράτος ξεσκεπάζει μὲ τὴ σάτιρά του τὴν ἐκμετάλλευση τῆς ἀμάθειας τοῦ λαοῦ ἀπὸ τὸ κλῆρο. bbox=[478, 1806, 914, 2105]
article-headline: Η ΚΕΧΡΙΟΝΙΤΙΣΣΑ bbox=[609, 1738, 1007, 1779]
theatre-listing-item: ΛΟΞΟ. «Ἡ Ἀγνωστος». bbox=[250, 1904, 385, 1919]
article-author: Ζ. ΜΠΡΑΝΤΕΝΜΠΟΥΡΓΣΚΥ bbox=[100, 100, 388, 120]
ad-line: Ἰατρὸς bbox=[1452, 1401, 1494, 1416]
paragraph: Ὁ νέος κώδικας τοῦ 1926 ἐπεκτείνει τὴ νομικὴ προστασία καὶ στὸν πραγματικό, μὴ ἐγγεγραμμένο γάμο. Ἔτσι ἡ γυναίκα ποὺ ζεῖ μὲ ἕναν ἄντρα χωρὶς ἐγγραφὴ ἔχει τὰ ἴδια δικαιώματα στὴν περιουσία ποὺ ἀποκτήθηκε κατὰ τὴ συμβίωση. Ἡ περιουσία ποὺ ἀποκτιέται στὴ διάρκεια τοῦ γάμου θεωρεῖται κοινὴ καὶ στὴν περίπτωση διαζυγίου μοιράζεται ἀνάμεσα στοὺς δυὸ συζύγους. Οἱ σύζυγοι ἔχουν ἀμοιβαία ὑποχρέωση διατροφῆς, ἐφόσον ὁ ἕνας βρίσκεται σὲ ἀνάγκη καὶ εἶναι ἀνίκανος γιὰ δουλειά. bbox=[22, 1110, 238, 1323]
paragraph: ΠΥΡΓΟΣ, 7 Αὐγούστου (Τοῦ ἀνταποκριτοῦ μας).— Χθὲς τὸ πρωὶ ἔγινε ἐδῶ ἡ συγκέντρωση τοῦ Συνδέσμου τῶν Ἀναπήρων καὶ Θυμάτων Πολέμου, ποὺ εἶχε προκηρυχθεῖ ἀπὸ καιρό. Ἀπὸ νωρὶς οἱ ἀνάπηροι ἄρχισαν νὰ μαζεύονται στὴν πλατεία, ἀλλὰ ἡ ἀστυνομία εἶχε πάρει ἀπὸ πριν μέτρα γιὰ νὰ ματαιώσει τὴ συγκέντρωση. Χωροφύλακες καὶ ἀστυφύλακες κύκλωσαν τὴν πλατεία καὶ ἄρχισαν νὰ σπρώχνουν τοὺς ἀναπήρους. Ὁ ἀστυνόμος διέταξε νὰ διαλυθοῦν ἀμέσως, ἐπειδὴ τάχα ἡ συγκέντρωση δὲν εἶχε ἄδεια. Οἱ ἀνάπηροι διαμαρτυρήθηκαν ἔντονα καὶ δήλωσαν πὼς θὰ μείνουν. Τότε οἱ χωροφύλακες ἐπιτέθηκαν μὲ τὰ ὅπλα καὶ ἄρχισαν νὰ χτυποῦν ἀλύπητα, ἀκόμη καὶ τοὺς ἀκρωτηριασμένους. Πολλοὶ τραυματίστηκαν καὶ ἕξι συνελήφθησαν καὶ ὁδηγήθηκαν στὸ τμῆμα. Ἡ ἐξέγερση τῶν θυμάτων τοῦ πολέμου ἐνάντια στὴν ἀθλιότητα ποὺ τοὺς ἔριξε τὸ κράτος δείχνει τὴν ἀριστεροποίηση τῶν μαζῶν. bbox=[702, 1218, 1138, 1506]
paragraph: Σημαντικὴ αὔξηση σημείωσε ἐπίσης ἡ συνεταιριστικὴ βιομηχανία. Ἡ κρατικὴ καὶ ἡ συνεταιριστικὴ βιομηχανία παράγουν σήμερα τὸ 91,5 τοῖς ἑκατὸ τοῦ συνόλου τῆς βιομηχανικῆς παραγωγῆς, ἐνῶ τὸ ἰδιωτικὸ κεφάλαιο περιορίστηκε σὲ 8,5 τοῖς ἑκατό. Οἱ μισθοὶ τῶν ἐργατῶν αὐξήθηκαν κατὰ μέσο ὅρο 10,4 τοῖς ἑκατό, ἐνῶ οἱ τιμὲς τῶν βιομηχανικῶν εἰδῶν μειώθηκαν κατὰ 5,4 τοῖς ἑκατό. bbox=[1150, 1544, 1358, 1729]
article-headline: ΚΑΤΑ ΤΟΥΣ ΠΡΩΤΟΥΣ ΟΚΤΩ ΜΗΝΑΣ ΤΟΥ ΕΤΟΥΣ 1926-1927 bbox=[1164, 162, 1564, 198]
box-title: ΤΟ ΧΡΗΜΑΤΙΣΤΗΡΙΟΝ ΑΘΗΝΩΝ bbox=[1368, 798, 1578, 844]
paragraph: (Συνέχεια ἀπὸ τὴ χθεσινή) β') Συγχρόνως ἡ σοσιαλδημοκρατία προετοιμάζει δραστήρια τὸν πόλεμο ἐνάντια τῆς Σοβιετικῆς Ρωσίας καὶ τῶν ἐργαζομένων μαζῶν ὅλου τοῦ κόσμου. Οἱ ἐκπρόσωποί της, ἄλλοτε φανερὰ καὶ ἄλλοτε κρυφά, ὑποστηρίζουν τὴν πολιτικὴ τῶν ἰμπεριαλιστῶν, ποὺ ὀργανώνουν τὴν ἐπίθεση ἐνάντια στὴν πρώτη προλεταριακὴ δημοκρατία. 16.— Ἡ Ἀγγλικὴ κυβέρνηση τῶν συντηρητικῶν, ποὺ ἔκοψε τὶς διπλωματικὲς σχέσεις μὲ τὴ Σοβιετικὴ Ἕνωση, βρίσκει ὑποστήριξη στὴ δεξιὰ πτέρυγα τοῦ Ἐργατικοῦ Κόμματος καὶ στὴν ἡγεσία τῶν τρεϊντγιούνιονς. Ἡ ΙΙ Διεθνὴς δὲν βγῆκε ἐνάντια στὸ σπάσιμο τῶν σχέσεων, ἀλλὰ ἀρκέστηκε σὲ λόγια ἀόριστα καὶ ὑποκριτικά. 17.— Ὅλη αὐτὴ ἡ πρόδοτικὴ στάση τῆς σοσιαλδημοκρατίας μπροστὰ στὸν κίνδυνο τοῦ πολέμου δείχνει καθαρὰ πὼς ἡ ΙΙ Διεθνὴς ἔγινε ὄργανο τοῦ ἰμπεριαλισμοῦ. Οἱ ἀρχηγοί της κηρύσσουν τὸν πασιφισμὸ στὰ λόγια, ἐνῶ στὴν πράξη ψηφίζουν τοὺς πολεμικοὺς προϋπολογισμοὺς καὶ συμμετέχουν στὶς ἀστικὲς κυβερνήσεις. Ἀπὸ τὴν ἄλλη μεριὰ ἡ Σοβιετικὴ Ἕνωση εἶναι ἡ μόνη χώρα ποὺ ἀγωνίζεται πραγματικὰ γιὰ τὴν εἰρήνη καὶ προτείνει τὸν ἀφοπλισμό. 18.— Εἶναι καθῆκον τῶν κομμουνιστικῶν κομμάτων νὰ ξεσκεπάσουν μπροστὰ στὶς μάζες αὐτὴ τὴν προδοσία καὶ νὰ κινητοποιήσουν τοὺς ἐργάτες καὶ τοὺς ἀγρότες ἐνάντια στὸν πόλεμο. Πρέπει νὰ ὀργανωθεῖ ἡ ἀντιπολεμικὴ δουλειὰ στὰ ἐργοστάσια, στὰ λιμάνια, στοὺς σιδηροδρόμους καὶ ἰδιαίτερα στὸ στρατὸ καὶ στὸ στόλο. 19.— Ἡ θέση τῆς ΙΙ Διεθνοῦς στὸ ζήτημα τῆς Κίνας εἶναι ἐπίσης φανερὴ ἔκφραση τῆς ὑποταγῆς της στοὺς ἰμπεριαλιστές. Ἐνῶ οἱ Ἄγγλοι στρατιῶτες πυροβολοῦν τὶς κινεζικὲς μάζες, οἱ σοσιαλδημοκράτες ἀρχηγοὶ μιλοῦν γιὰ «προστασία τῆς ζωῆς τῶν Εὐρωπαίων». 20.— Ὅσο πλησιάζει ὁ κίνδυνος τοῦ πολέμου, τόσο περισσότερο φανερώνεται ὁ πραγματικὸς ρόλος τῆς σοσιαλδημοκρατίας σὰν βοηθοῦ τῆς ἀστικῆς τάξης. Τὸ καθῆκον τῶν κομμουνιστῶν εἶναι νὰ δημιουργήσουν τὸ ἑνιαῖο μέτωπο τῶν ἐργαζομένων ἀπὸ τὰ κάτω, πάνω ἀπὸ τὰ κεφάλια τῶν προδοτῶν ἀρχηγῶν, γιὰ τὴν ὑπεράσπιση τῆς Σοβιετικῆς Ἑνώσεως καὶ τῆς ἐπαναστατικῆς Κίνας. bbox=[702, 196, 1138, 854]
theatre-listing-item: ΠΑΥΣΙΑ. (Καλλιθέα). «Ἡ Νόμη». bbox=[250, 2042, 441, 2057]
ad-line: Βερανζέρου 22 bbox=[1427, 1616, 1519, 1631]
article-body bbox=[478, 1806, 1138, 2216]
table-cell: 146 bbox=[1332, 568, 1354, 583]
table-cell: 100 bbox=[1265, 536, 1288, 551]
ad-line: Ὁδὸς Μενάνδρου 36 bbox=[1410, 1461, 1536, 1476]
paragraph: Ἡ ἀνόλυτη ἐξιστόρηση διηγεῖται μὲ πολὺ ἀφέλεια τὰ προηγούμενα καὶ τὰ ἑπόμενα χρόνια τῆς Κεχριονίτισσας. Ἀνάμεσα στοὺς χωριάτες τοῦ τόπου ἦταν γνωστὸ πὼς ἡ Παναγία ἡ Κεχριονίτισσα εἶχε κάνει ἀναρίθμητα θαύματα. Οἱ καλόγεροι τοῦ μοναστηριοῦ ἔβγαζαν τὴν εἰκόνα κάθε χρόνο στὴ γιορτὴ καὶ μάζευαν τὰ τάματα τῶν πιστῶν, λάδι, κερί, χρήματα καὶ ζῶα. Ὁ ἡγούμενος, ἄνθρωπος πονηρὸς καὶ φιλάργυρος, εἶχε καταλάβει πολὺ καλὰ πὼς ἡ πίστη τῶν χωρικῶν ἦταν ἡ καλύτερη πηγὴ εἰσοδήματος. Κάθε φορὰ ποὺ ἔπεφτε ἀρρώστια στὸ χωριὸ ἢ κακοκαιρία στὰ σπαρτά, ἔτρεχαν οἱ ἀγρότες στὸ μοναστήρι μὲ τὰ δῶρα τους. Ἕνα χρόνο ὅμως ἡ εἰκόνα ἐξαφανίστηκε μυστηριωδῶς καὶ οἱ καλόγεροι διέδωσαν πὼς ἡ Παναγία θύμωσε μὲ τὶς ἁμαρτίες τῶν ἀνθρώπων. Οἱ χωριάτες, τρομαγμένοι, ἔφεραν διπλὰ τάματα γιὰ νὰ γυρίσει πίσω. Καὶ ἡ εἰκόνα γύρισε, βέβαια, ὅταν γέμισαν τὰ κελλάρια τοῦ μοναστηριοῦ. Ἔτσι ὁ Λασκαράτος ξεσκεπάζει μὲ τὴ σάτιρά του τὴν ἐκμετάλλευση τῆς ἀμάθειας τοῦ λαοῦ ἀπὸ τὸ κλῆρο. bbox=[702, 1806, 1138, 2109]
box-body: Ὅσοι ἐπιθυμοῦν νὰ διδαχθοῦν τὴ γλῶσσα Ἰντο, τὴ διεθνῆ βοηθητικὴ γλῶσσα, ἂς ἀπευθυνθοῦν στὰ γραφεῖα μας κάθε ἀπόγευμα. Μαθήματα δωρεάν. bbox=[1368, 1233, 1578, 1305]
theatre-listing-item: ΠΑΡΘΕΝΩΝ. (Καλλιθέα). «Ἡ Κουνάλα». bbox=[250, 2058, 422, 2087]
article-headline: ΚΑΙ Η ΑΡΙΣΤΕΡΟΠΟΙΗΣΗ ΤΟΥ ΑΓΩΝΑ ΤΩΝ bbox=[601, 1167, 1015, 1188]
article-headline: ΚΑΤΑ ΤΟΥΣ ΣΟΒΙΕΤΙΚΟΥΣ ΝΟΜΟΥΣ bbox=[53, 188, 435, 213]
ad-line: Σύφιλις - Βλεννόρροια bbox=[1403, 1416, 1543, 1431]
theatre-listing-item: ΑΣΤΗΡ. «Ἡ Ἀνθρωπότης». bbox=[250, 1951, 405, 1966]
theatre-listing-item: ΑΠΟΛΛΩΝ. (Θίασος Π. Βεργωτῆ). «Ἡ Μάνα τοῦ Πύργου». bbox=[250, 1783, 449, 1813]
paragraph: ΠΥΡΓΟΣ, 7 Αὐγούστου (Τοῦ ἀνταποκριτοῦ μας).— Χθὲς τὸ πρωὶ ἔγινε ἐδῶ ἡ συγκέντρωση τοῦ Συνδέσμου τῶν Ἀναπήρων καὶ Θυμάτων Πολέμου, ποὺ εἶχε προκηρυχθεῖ ἀπὸ καιρό. Ἀπὸ νωρὶς οἱ ἀνάπηροι ἄρχισαν νὰ μαζεύονται στὴν πλατεία, ἀλλὰ ἡ ἀστυνομία εἶχε πάρει ἀπὸ πριν μέτρα γιὰ νὰ ματαιώσει τὴ συγκέντρωση. Χωροφύλακες καὶ ἀστυφύλακες κύκλωσαν τὴν πλατεία καὶ ἄρχισαν νὰ σπρώχνουν τοὺς ἀναπήρους. Ὁ ἀστυνόμος διέταξε νὰ διαλυθοῦν ἀμέσως, ἐπειδὴ τάχα ἡ συγκέντρωση δὲν εἶχε ἄδεια. Οἱ ἀνάπηροι διαμαρτυρήθηκαν ἔντονα καὶ δήλωσαν πὼς θὰ μείνουν. Τότε οἱ χωροφύλακες ἐπιτέθηκαν μὲ τὰ ὅπλα καὶ ἄρχισαν νὰ χτυποῦν ἀλύπητα, ἀκόμη καὶ τοὺς ἀκρωτηριασμένους. Πολλοὶ τραυματίστηκαν καὶ ἕξι συνελήφθησαν καὶ ὁδηγήθηκαν στὸ τμῆμα. Ἡ ἐξέγερση τῶν θυμάτων τοῦ πολέμου ἐνάντια στὴν ἀθλιότητα ποὺ τοὺς ἔριξε τὸ κράτος δείχνει τὴν ἀριστεροποίηση τῶν μαζῶν. bbox=[478, 1218, 914, 1502]
theatre-listing-item: ΜΟΝΤΙΑΛ. «Ὁ Βυζαντινὸς τοῦ Βόλου». bbox=[250, 1617, 430, 1646]
doctor-advertisement bbox=[1368, 1313, 1578, 1531]
article-headline: Η ΟΙΚΟΝΟΜΙΚΗ ΚΑΤΑΣΤΑΣΙΣ ΤΗΣ ΣΟΒ. ΕΝΩΣΕΩΣ bbox=[1191, 124, 1537, 162]
ad-lines bbox=[1377, 1402, 1569, 1522]
ad-line: (Ὁμόνοια) bbox=[1441, 1476, 1505, 1491]
